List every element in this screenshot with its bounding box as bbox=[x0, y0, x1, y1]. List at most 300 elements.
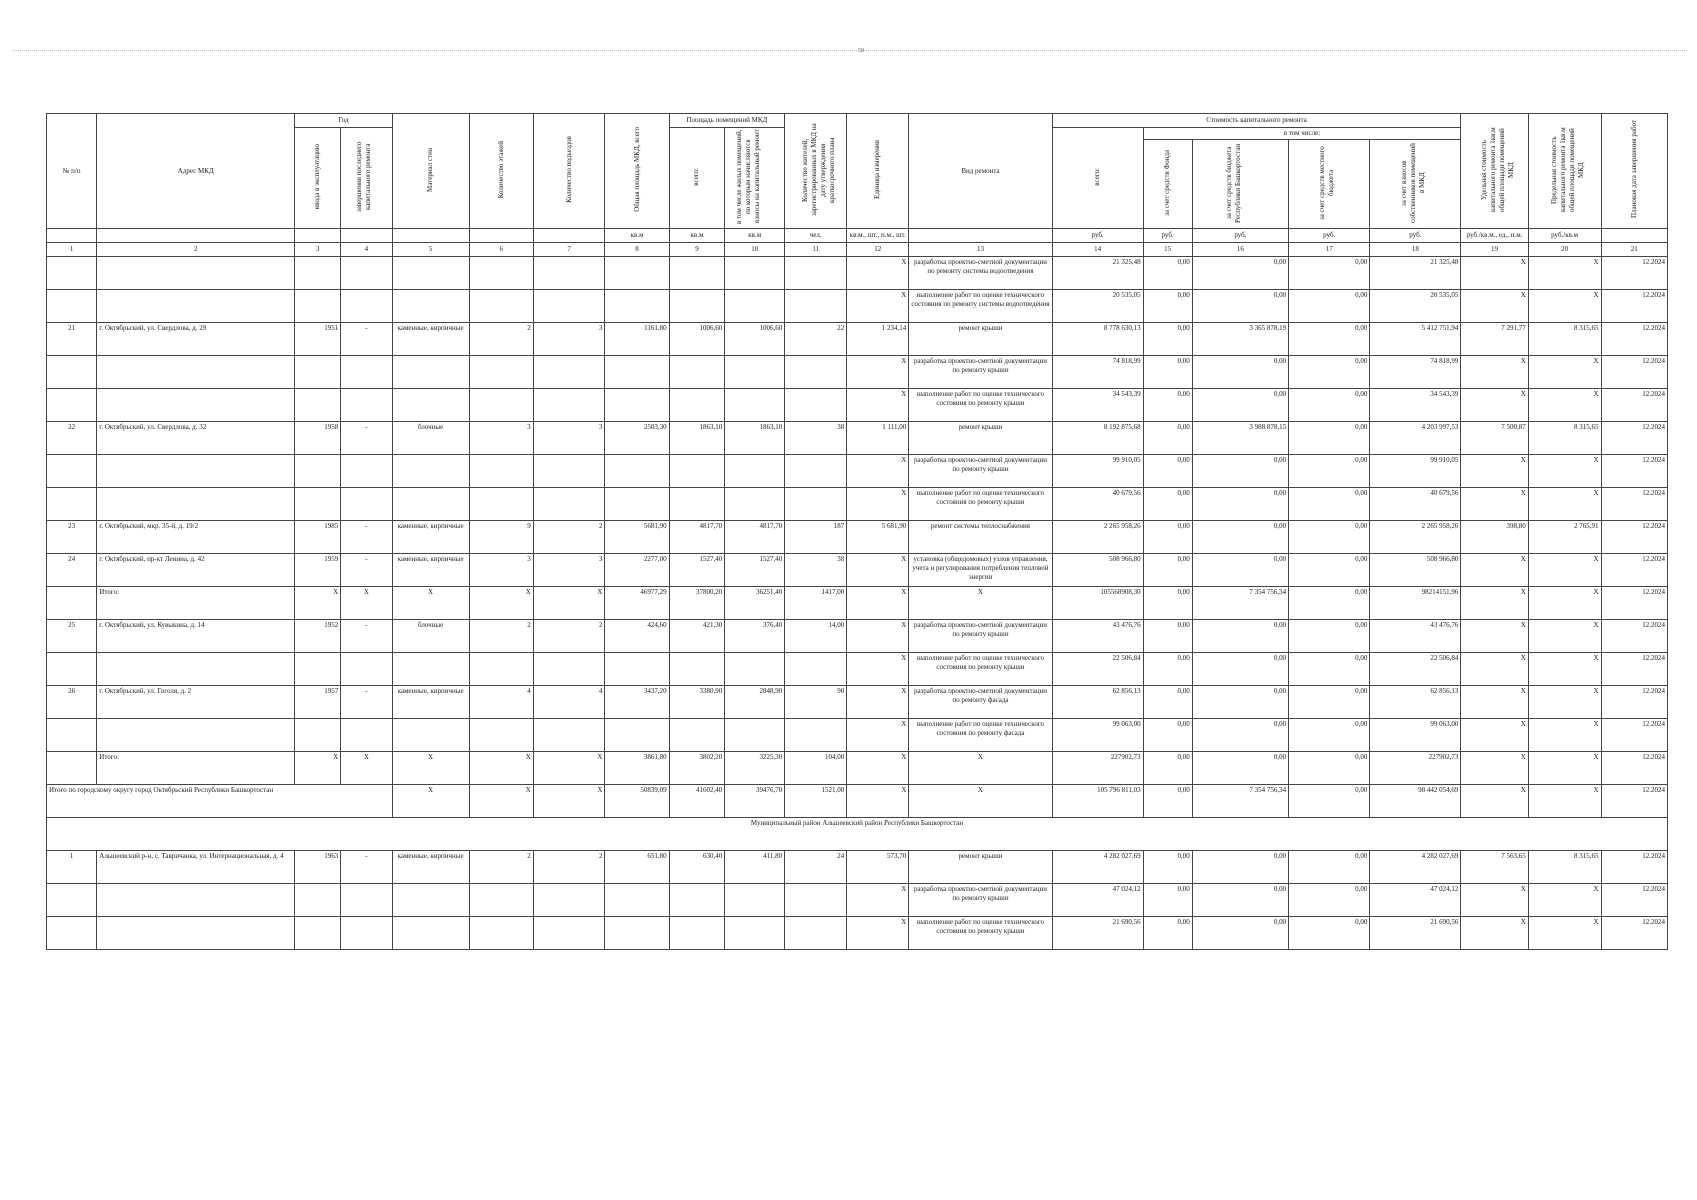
table-cell: 4817,70 bbox=[669, 521, 725, 554]
table-cell: 0,00 bbox=[1289, 356, 1370, 389]
table-cell: 0,00 bbox=[1289, 323, 1370, 356]
table-cell: 25 bbox=[47, 620, 97, 653]
table-cell bbox=[605, 719, 669, 752]
table-cell: 0,00 bbox=[1143, 290, 1192, 323]
column-number: 18 bbox=[1370, 243, 1461, 257]
table-cell: 0,00 bbox=[1143, 389, 1192, 422]
table-cell bbox=[97, 884, 295, 917]
table-cell: 62 856,13 bbox=[1370, 686, 1461, 719]
table-cell: 0,00 bbox=[1192, 257, 1288, 290]
table-cell: 38 bbox=[785, 422, 847, 455]
column-numbers-row bbox=[47, 243, 1668, 257]
table-cell: 0,00 bbox=[1289, 917, 1370, 950]
table-cell bbox=[605, 389, 669, 422]
table-cell: X bbox=[469, 785, 533, 818]
table-cell bbox=[785, 917, 847, 950]
table-cell: 41602,40 bbox=[669, 785, 725, 818]
table-cell: 90 bbox=[785, 686, 847, 719]
table-cell: 0,00 bbox=[1192, 455, 1288, 488]
unit-cell bbox=[469, 229, 533, 243]
table-cell bbox=[295, 653, 341, 686]
table-cell: 3 988 878,15 bbox=[1192, 422, 1288, 455]
table-cell bbox=[97, 719, 295, 752]
table-cell bbox=[669, 257, 725, 290]
table-cell: 12.2024 bbox=[1601, 851, 1668, 884]
column-number: 11 bbox=[785, 243, 847, 257]
table-row bbox=[47, 356, 1668, 389]
header-c1: № п/п bbox=[47, 114, 97, 229]
column-number: 6 bbox=[469, 243, 533, 257]
table-row bbox=[47, 620, 1668, 653]
table-cell: 0,00 bbox=[1192, 686, 1288, 719]
table-cell bbox=[725, 719, 785, 752]
table-cell bbox=[669, 917, 725, 950]
table-cell: 105568908,30 bbox=[1052, 587, 1143, 620]
table-cell: X bbox=[1461, 455, 1528, 488]
table-cell: X bbox=[341, 752, 392, 785]
table-cell: 21 690,56 bbox=[1370, 917, 1461, 950]
table-cell: 4 bbox=[469, 686, 533, 719]
table-cell bbox=[469, 884, 533, 917]
header-c2: Адрес МКД bbox=[97, 114, 295, 229]
table-row bbox=[47, 785, 1668, 818]
table-cell: 12.2024 bbox=[1601, 422, 1668, 455]
table-cell: 421,30 bbox=[669, 620, 725, 653]
table-cell: X bbox=[1528, 554, 1601, 587]
table-cell: 0,00 bbox=[1143, 257, 1192, 290]
unit-cell: кв.м bbox=[605, 229, 669, 243]
table-cell bbox=[533, 290, 605, 323]
table-cell: 1863,10 bbox=[669, 422, 725, 455]
column-number: 14 bbox=[1052, 243, 1143, 257]
table-cell: 508 966,80 bbox=[1370, 554, 1461, 587]
table-cell: 22 bbox=[47, 422, 97, 455]
table-cell: 0,00 bbox=[1143, 653, 1192, 686]
table-cell: 0,00 bbox=[1192, 488, 1288, 521]
table-cell bbox=[725, 917, 785, 950]
page-number: 58 bbox=[858, 48, 864, 54]
table-cell: 0,00 bbox=[1289, 554, 1370, 587]
table-cell: 4 282 027,69 bbox=[1370, 851, 1461, 884]
column-number: 10 bbox=[725, 243, 785, 257]
column-number: 8 bbox=[605, 243, 669, 257]
table-cell bbox=[392, 653, 469, 686]
table-cell bbox=[47, 455, 97, 488]
table-row bbox=[47, 455, 1668, 488]
table-cell: 1951 bbox=[295, 323, 341, 356]
table-cell bbox=[47, 884, 97, 917]
table-row bbox=[47, 884, 1668, 917]
table-cell: X bbox=[1461, 257, 1528, 290]
table-cell: 24 bbox=[785, 851, 847, 884]
table-cell: X bbox=[1528, 587, 1601, 620]
table-cell: X bbox=[469, 752, 533, 785]
table-cell bbox=[295, 389, 341, 422]
table-cell bbox=[533, 488, 605, 521]
table-cell: 0,00 bbox=[1289, 389, 1370, 422]
table-cell: - bbox=[341, 554, 392, 587]
table-cell: 21 325,48 bbox=[1370, 257, 1461, 290]
table-cell: 1963 bbox=[295, 851, 341, 884]
table-cell: 0,00 bbox=[1143, 521, 1192, 554]
table-cell: каменные, кирпичные bbox=[392, 554, 469, 587]
unit-cell bbox=[392, 229, 469, 243]
table-cell bbox=[785, 884, 847, 917]
table-cell bbox=[669, 455, 725, 488]
table-cell bbox=[533, 455, 605, 488]
table-cell: 3802,20 bbox=[669, 752, 725, 785]
table-cell: X bbox=[469, 587, 533, 620]
table-row bbox=[47, 257, 1668, 290]
header-c3: ввода в эксплуатацию bbox=[295, 128, 341, 229]
table-cell: X bbox=[1528, 686, 1601, 719]
table-cell bbox=[725, 488, 785, 521]
table-cell bbox=[605, 257, 669, 290]
unit-cell bbox=[97, 229, 295, 243]
table-row bbox=[47, 389, 1668, 422]
table-cell: 0,00 bbox=[1289, 257, 1370, 290]
table-cell: 2 bbox=[533, 851, 605, 884]
table-cell: X bbox=[1461, 620, 1528, 653]
table-cell: 1958 bbox=[295, 422, 341, 455]
table-cell: 12.2024 bbox=[1601, 521, 1668, 554]
table-cell: 2503,30 bbox=[605, 422, 669, 455]
table-cell: 40 679,56 bbox=[1370, 488, 1461, 521]
table-cell: 50839,09 bbox=[605, 785, 669, 818]
table-cell: 227902,73 bbox=[1052, 752, 1143, 785]
table-cell: 9 bbox=[469, 521, 533, 554]
table-cell: 0,00 bbox=[1192, 521, 1288, 554]
table-row bbox=[47, 587, 1668, 620]
table-cell: 0,00 bbox=[1192, 620, 1288, 653]
table-cell: 7 563,65 bbox=[1461, 851, 1528, 884]
table-cell bbox=[669, 719, 725, 752]
table-cell bbox=[295, 719, 341, 752]
units-row bbox=[47, 229, 1668, 243]
table-cell bbox=[725, 884, 785, 917]
table-cell: 0,00 bbox=[1289, 851, 1370, 884]
table-cell bbox=[341, 917, 392, 950]
table-cell bbox=[469, 488, 533, 521]
table-cell: X bbox=[1461, 917, 1528, 950]
table-cell: г. Октябрьский, ул. Кувыкина, д. 14 bbox=[97, 620, 295, 653]
table-cell: 3 bbox=[469, 422, 533, 455]
table-cell: выполнение работ по оценке технического состояния по ремонту крыши bbox=[909, 917, 1052, 950]
table-cell bbox=[341, 488, 392, 521]
table-cell: 47 024,12 bbox=[1370, 884, 1461, 917]
table-cell bbox=[533, 389, 605, 422]
table-cell: каменные, кирпичные bbox=[392, 521, 469, 554]
table-cell: 2 265 958,26 bbox=[1052, 521, 1143, 554]
table-cell bbox=[725, 653, 785, 686]
table-cell: 5 412 751,94 bbox=[1370, 323, 1461, 356]
table-cell: 0,00 bbox=[1289, 290, 1370, 323]
table-cell: 1957 bbox=[295, 686, 341, 719]
table-cell bbox=[669, 389, 725, 422]
table-cell: 12.2024 bbox=[1601, 554, 1668, 587]
table-cell bbox=[47, 653, 97, 686]
column-number: 17 bbox=[1289, 243, 1370, 257]
unit-cell bbox=[909, 229, 1052, 243]
header-c12: Единица измерения bbox=[847, 114, 909, 229]
table-cell bbox=[469, 917, 533, 950]
table-cell bbox=[669, 488, 725, 521]
table-cell: 7 500,87 bbox=[1461, 422, 1528, 455]
table-cell: 12.2024 bbox=[1601, 587, 1668, 620]
table-cell: 12.2024 bbox=[1601, 356, 1668, 389]
table-cell bbox=[469, 257, 533, 290]
table-cell: 12.2024 bbox=[1601, 620, 1668, 653]
table-cell bbox=[97, 257, 295, 290]
table-cell: X bbox=[847, 257, 909, 290]
unit-cell bbox=[47, 229, 97, 243]
table-cell: ремонт системы теплоснабжения bbox=[909, 521, 1052, 554]
table-cell: 3225,30 bbox=[725, 752, 785, 785]
table-cell: 0,00 bbox=[1289, 884, 1370, 917]
table-cell: каменные, кирпичные bbox=[392, 686, 469, 719]
table-cell: X bbox=[1461, 554, 1528, 587]
unit-cell: чел. bbox=[785, 229, 847, 243]
table-cell: X bbox=[1461, 587, 1528, 620]
table-cell: 22 506,84 bbox=[1052, 653, 1143, 686]
table-cell: X bbox=[847, 554, 909, 587]
table-cell: 8 192 875,68 bbox=[1052, 422, 1143, 455]
table-cell: 1959 bbox=[295, 554, 341, 587]
table-cell: 26 bbox=[47, 686, 97, 719]
table-cell: установка (общедомовых) узлов управления, учета и регулирования потребления тепловой энергии bbox=[909, 554, 1052, 587]
table-row bbox=[47, 752, 1668, 785]
table-cell bbox=[469, 290, 533, 323]
table-cell: X bbox=[847, 587, 909, 620]
table-cell: 1 111,00 bbox=[847, 422, 909, 455]
table-cell: 99 910,05 bbox=[1370, 455, 1461, 488]
header-c4: завершения последнего капитального ремонта bbox=[341, 128, 392, 229]
table-cell: 39476,70 bbox=[725, 785, 785, 818]
table-cell: 1527,40 bbox=[725, 554, 785, 587]
table-cell bbox=[392, 917, 469, 950]
table-cell: 2 bbox=[533, 521, 605, 554]
table-cell: X bbox=[847, 884, 909, 917]
table-cell: 40 679,56 bbox=[1052, 488, 1143, 521]
table-row bbox=[47, 290, 1668, 323]
column-number: 19 bbox=[1461, 243, 1528, 257]
table-cell: 0,00 bbox=[1289, 686, 1370, 719]
table-row bbox=[47, 686, 1668, 719]
table-cell: X bbox=[909, 785, 1052, 818]
section-row bbox=[47, 818, 1668, 851]
table-cell: 3 bbox=[533, 323, 605, 356]
table-cell bbox=[97, 917, 295, 950]
table-cell: 43 476,76 bbox=[1370, 620, 1461, 653]
table-cell: X bbox=[909, 587, 1052, 620]
table-cell: 0,00 bbox=[1143, 323, 1192, 356]
table-cell: 8 315,65 bbox=[1528, 323, 1601, 356]
table-cell bbox=[47, 488, 97, 521]
table-cell: 3 bbox=[533, 554, 605, 587]
table-cell bbox=[469, 455, 533, 488]
table-cell: выполнение работ по оценке технического состояния по ремонту крыши bbox=[909, 389, 1052, 422]
table-cell bbox=[725, 257, 785, 290]
column-number: 20 bbox=[1528, 243, 1601, 257]
table-row bbox=[47, 323, 1668, 356]
table-cell: X bbox=[1528, 455, 1601, 488]
header-c18: за счет взносов собственников помещений в МКД bbox=[1370, 140, 1461, 229]
table-cell: 0,00 bbox=[1143, 851, 1192, 884]
header-c11: Количество жителей, зарегистрированных в МКД на дату утверждения краткосрочного плана bbox=[785, 114, 847, 229]
table-cell: X bbox=[1461, 356, 1528, 389]
unit-cell: руб. bbox=[1289, 229, 1370, 243]
table-cell: X bbox=[1528, 752, 1601, 785]
table-cell bbox=[725, 356, 785, 389]
table-cell: 12.2024 bbox=[1601, 257, 1668, 290]
table-cell: 0,00 bbox=[1143, 917, 1192, 950]
unit-cell: руб. bbox=[1192, 229, 1288, 243]
table-cell: 1985 bbox=[295, 521, 341, 554]
table-cell: 12.2024 bbox=[1601, 917, 1668, 950]
table-cell: 424,60 bbox=[605, 620, 669, 653]
table-cell: X bbox=[1528, 257, 1601, 290]
table-cell: X bbox=[1528, 785, 1601, 818]
table-cell bbox=[97, 356, 295, 389]
header-c20: Предельная стоимость капитального ремонта 1кв.м общей площади помещений МКД bbox=[1528, 114, 1601, 229]
table-cell: г. Октябрьский, ул. Свердлова, д. 29 bbox=[97, 323, 295, 356]
table-cell: ремонт крыши bbox=[909, 422, 1052, 455]
table-cell: каменные, кирпичные bbox=[392, 851, 469, 884]
table-cell bbox=[97, 653, 295, 686]
table-cell: 2848,90 bbox=[725, 686, 785, 719]
header-c14: всего: bbox=[1052, 128, 1143, 229]
table-cell bbox=[725, 389, 785, 422]
table-cell bbox=[669, 884, 725, 917]
capital-repair-table bbox=[46, 113, 1668, 950]
table-cell: 74 818,99 bbox=[1052, 356, 1143, 389]
table-cell bbox=[533, 719, 605, 752]
header-vtom: в том числе: bbox=[1143, 128, 1461, 140]
table-cell: 8 315,65 bbox=[1528, 422, 1601, 455]
table-cell: 0,00 bbox=[1289, 455, 1370, 488]
table-cell: 187 bbox=[785, 521, 847, 554]
table-cell: X bbox=[909, 752, 1052, 785]
table-cell: 22 bbox=[785, 323, 847, 356]
table-cell bbox=[341, 884, 392, 917]
table-row bbox=[47, 422, 1668, 455]
table-cell: 0,00 bbox=[1143, 884, 1192, 917]
table-cell: 0,00 bbox=[1289, 653, 1370, 686]
table-cell: 2 bbox=[469, 323, 533, 356]
table-cell: 0,00 bbox=[1192, 884, 1288, 917]
table-cell: Итого: bbox=[97, 587, 295, 620]
table-cell: 105 796 811,03 bbox=[1052, 785, 1143, 818]
table-cell: 1417,00 bbox=[785, 587, 847, 620]
table-row bbox=[47, 851, 1668, 884]
header-c13: Вид ремонта bbox=[909, 114, 1052, 229]
unit-cell: кв.м., шт., п.м., шт. bbox=[847, 229, 909, 243]
table-cell bbox=[669, 356, 725, 389]
table-cell: X bbox=[1461, 653, 1528, 686]
table-row bbox=[47, 653, 1668, 686]
table-cell: X bbox=[1461, 785, 1528, 818]
table-cell: 0,00 bbox=[1289, 719, 1370, 752]
table-cell: разработка проектно-сметной документации по ремонту крыши bbox=[909, 455, 1052, 488]
table-cell: 1863,10 bbox=[725, 422, 785, 455]
table-cell bbox=[47, 290, 97, 323]
table-cell: 411,80 bbox=[725, 851, 785, 884]
table-cell: - bbox=[341, 686, 392, 719]
table-cell: 12.2024 bbox=[1601, 653, 1668, 686]
table-cell: 0,00 bbox=[1192, 290, 1288, 323]
table-cell: выполнение работ по оценке технического состояния по ремонту системы водоотведения bbox=[909, 290, 1052, 323]
table-cell: X bbox=[1528, 719, 1601, 752]
table-cell bbox=[605, 356, 669, 389]
table-cell: 22 506,84 bbox=[1370, 653, 1461, 686]
table-cell: 34 543,39 bbox=[1052, 389, 1143, 422]
table-cell: 0,00 bbox=[1289, 587, 1370, 620]
table-cell bbox=[785, 389, 847, 422]
table-cell: 12.2024 bbox=[1601, 323, 1668, 356]
table-cell bbox=[392, 389, 469, 422]
unit-cell bbox=[341, 229, 392, 243]
table-cell: X bbox=[1528, 290, 1601, 323]
table-cell: 0,00 bbox=[1289, 620, 1370, 653]
table-cell: X bbox=[533, 587, 605, 620]
table-cell: 74 818,99 bbox=[1370, 356, 1461, 389]
total-label: Итого по городскому округу город Октябрьский Республики Башкортостан bbox=[47, 785, 393, 818]
table-cell: X bbox=[1528, 389, 1601, 422]
table-cell bbox=[97, 488, 295, 521]
table-cell: X bbox=[847, 686, 909, 719]
table-cell: выполнение работ по оценке технического состояния по ремонту крыши bbox=[909, 653, 1052, 686]
table-cell: 23 bbox=[47, 521, 97, 554]
table-cell: 0,00 bbox=[1289, 422, 1370, 455]
header-c16: за счет средств бюджета Республики Башкортостан bbox=[1192, 140, 1288, 229]
table-cell: 0,00 bbox=[1192, 356, 1288, 389]
table-cell: 0,00 bbox=[1192, 653, 1288, 686]
header-c5: Материал стен bbox=[392, 114, 469, 229]
table-cell: 1521,00 bbox=[785, 785, 847, 818]
table-cell: X bbox=[847, 290, 909, 323]
column-number: 13 bbox=[909, 243, 1052, 257]
table-cell: г. Октябрьский, пр-кт Ленина, д. 42 bbox=[97, 554, 295, 587]
table-cell: X bbox=[1528, 884, 1601, 917]
table-cell: 5 681,90 bbox=[847, 521, 909, 554]
table-cell: 7 354 756,34 bbox=[1192, 785, 1288, 818]
table-cell: 1006,60 bbox=[725, 323, 785, 356]
table-cell: 398,80 bbox=[1461, 521, 1528, 554]
table-cell: - bbox=[341, 422, 392, 455]
table-cell bbox=[295, 917, 341, 950]
table-cell: 3 365 878,19 bbox=[1192, 323, 1288, 356]
table-cell: 12.2024 bbox=[1601, 752, 1668, 785]
table-cell bbox=[785, 257, 847, 290]
table-cell: 21 bbox=[47, 323, 97, 356]
table-cell: 7 291,77 bbox=[1461, 323, 1528, 356]
table-cell: 0,00 bbox=[1143, 785, 1192, 818]
table-cell: Итого: bbox=[97, 752, 295, 785]
column-number: 16 bbox=[1192, 243, 1288, 257]
table-cell: X bbox=[295, 752, 341, 785]
table-cell: X bbox=[847, 488, 909, 521]
section-title: Муниципальный район Альшеевский район Республики Башкортостан bbox=[47, 818, 1668, 851]
table-cell: блочные bbox=[392, 422, 469, 455]
table-cell: X bbox=[341, 587, 392, 620]
table-cell: 0,00 bbox=[1192, 719, 1288, 752]
table-cell: 98 442 054,69 bbox=[1370, 785, 1461, 818]
table-cell: 1 234,14 bbox=[847, 323, 909, 356]
table-cell: 2 bbox=[469, 620, 533, 653]
table-cell: 0,00 bbox=[1143, 686, 1192, 719]
table-cell bbox=[341, 455, 392, 488]
table-cell: 0,00 bbox=[1192, 752, 1288, 785]
